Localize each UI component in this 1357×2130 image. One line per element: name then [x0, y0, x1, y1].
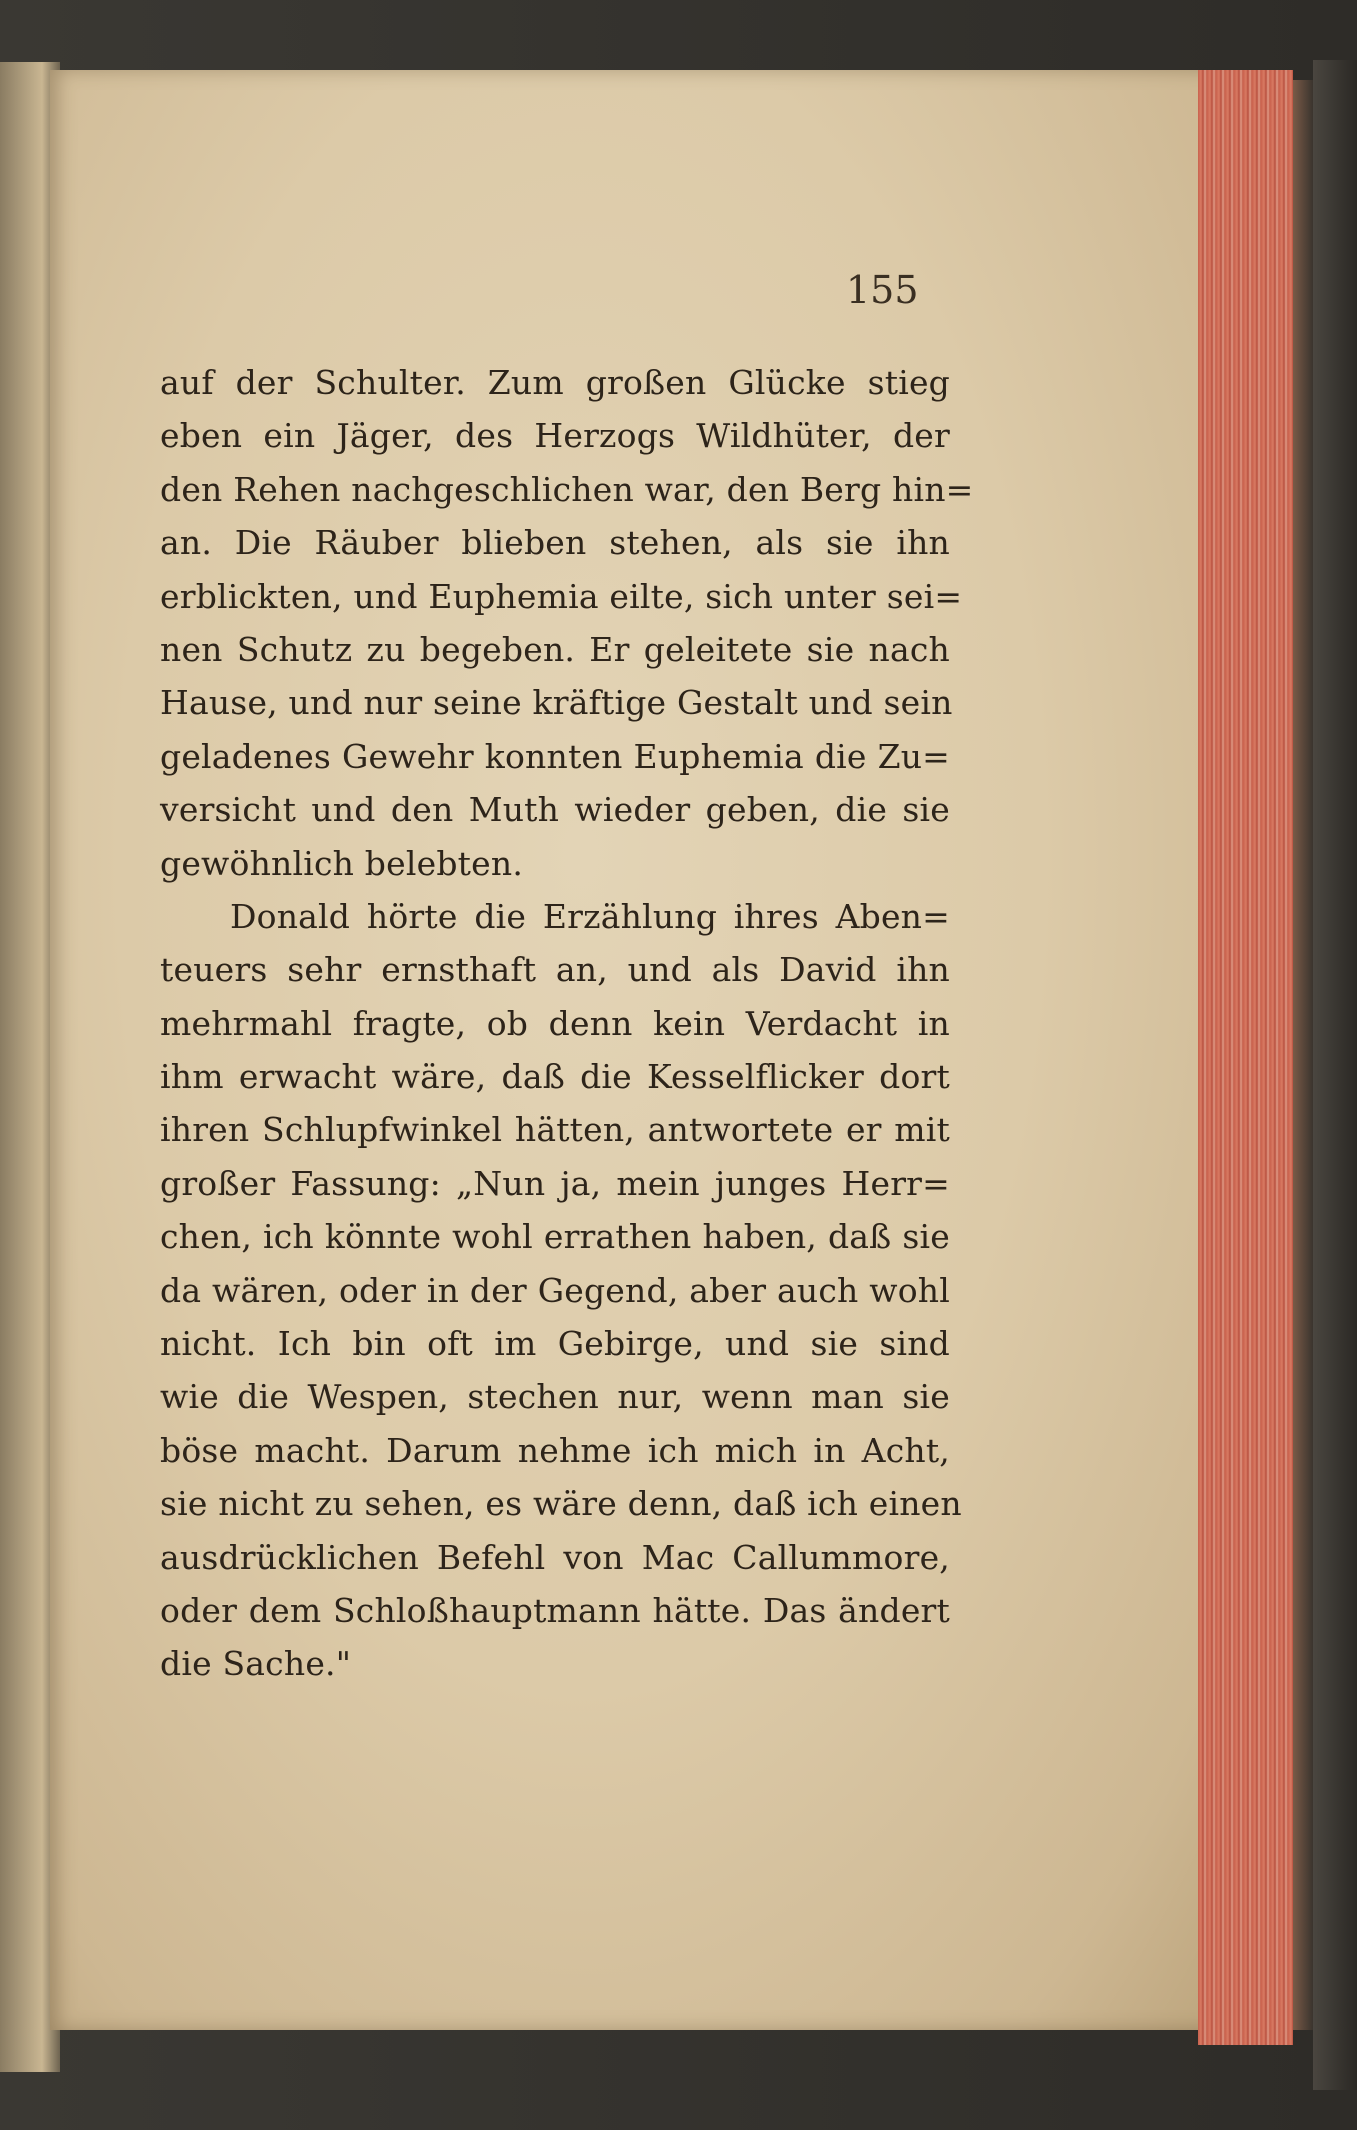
text-line: Hause, und nur seine kräftige Gestalt und sein: [160, 683, 953, 723]
text-line: sie nicht zu sehen, es wäre denn, daß ich einen: [160, 1484, 962, 1524]
page-number: 155: [846, 268, 919, 312]
text-line: geladenes Gewehr konnten Euphemia die Zu=: [160, 736, 950, 776]
text-line: großer Fassung: „Nun ja, mein junges Herr=: [160, 1163, 950, 1203]
text-line: Donald hörte die Erzählung ihres Aben=: [230, 896, 950, 936]
text-line: ihren Schlupfwinkel hätten, antwortete er mit: [160, 1110, 950, 1150]
body-text: [160, 356, 974, 1691]
text-line: wie die Wespen, stechen nur, wenn man sie: [160, 1377, 950, 1417]
text-line: ausdrücklichen Befehl von Mac Callummore,: [160, 1537, 950, 1577]
page-block-edge: [1293, 80, 1313, 2030]
text-line: böse macht. Darum nehme ich mich in Acht,: [160, 1430, 950, 1470]
text-line: da wären, oder in der Gegend, aber auch wohl: [160, 1270, 950, 1310]
text-line: chen, ich könnte wohl errathen haben, daß sie: [160, 1217, 950, 1257]
text-line: ihm erwacht wäre, daß die Kesselflicker dort: [160, 1057, 950, 1097]
text-line: gewöhnlich belebten.: [160, 843, 524, 883]
text-line: den Rehen nachgeschlichen war, den Berg hin=: [160, 469, 974, 509]
text-line: teuers sehr ernsthaft an, und als David ihn: [160, 950, 950, 990]
text-line: mehrmahl fragte, ob denn kein Verdacht in: [160, 1003, 950, 1043]
book-cover-edge: [1313, 60, 1357, 2090]
text-line: nicht. Ich bin oft im Gebirge, und sie sind: [160, 1324, 950, 1364]
text-line: an. Die Räuber blieben stehen, als sie ihn: [160, 523, 950, 563]
text-line: oder dem Schloßhauptmann hätte. Das ändert: [160, 1590, 950, 1630]
red-page-edges: [1198, 70, 1293, 2045]
text-line: nen Schutz zu begeben. Er geleitete sie nach: [160, 629, 950, 669]
text-line: eben ein Jäger, des Herzogs Wildhüter, der: [160, 416, 950, 456]
text-line: auf der Schulter. Zum großen Glücke stieg: [160, 363, 950, 402]
text-line: die Sache.": [160, 1644, 352, 1684]
text-line: erblickten, und Euphemia eilte, sich unter sei=: [160, 576, 963, 616]
text-line: versicht und den Muth wieder geben, die sie: [160, 790, 950, 830]
